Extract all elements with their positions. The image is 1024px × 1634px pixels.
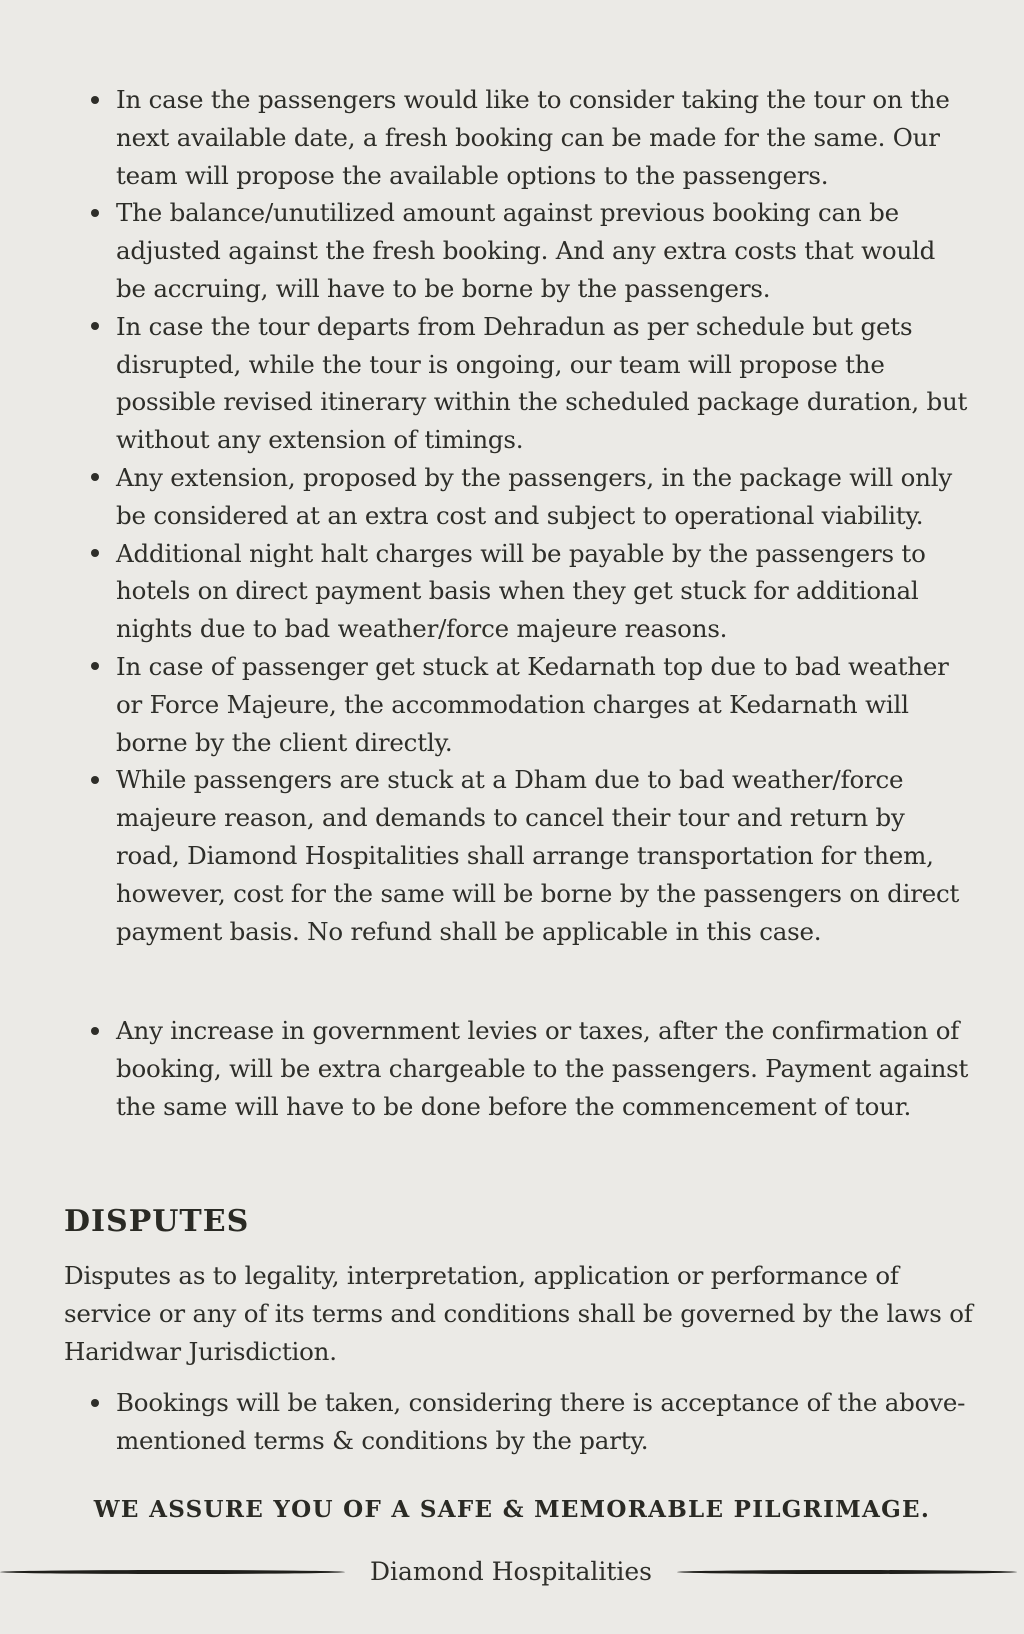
terms-item-text: Bookings will be taken, considering there is acceptance of the above-mentioned terms & conditions by the party. <box>116 1388 966 1455</box>
bullet-dot-icon <box>91 209 99 217</box>
bookings-list <box>90 1384 970 1460</box>
bullet-dot-icon <box>91 776 99 784</box>
bullet-dot-icon <box>91 662 99 670</box>
disputes-heading: DISPUTES <box>64 1204 250 1239</box>
bullet-dot-icon <box>91 1399 99 1407</box>
terms-item <box>90 81 970 194</box>
assurance-banner: WE ASSURE YOU OF A SAFE & MEMORABLE PILGRIMAGE. <box>93 1496 931 1523</box>
bullet-dot-icon <box>91 1027 99 1035</box>
terms-item-text: While passengers are stuck at a Dham due to bad weather/force majeure reason, and demands to cancel their tour and return by road, Diamond Hospitalities shall arrange transportation for them, however, cost for the same will be borne by the passengers on direct payment basis. No refund shall be applicable in this case. <box>116 765 960 946</box>
levies-list <box>90 1012 970 1125</box>
terms-item <box>90 1012 970 1125</box>
terms-item <box>90 308 970 459</box>
terms-item-text: Additional night halt charges will be payable by the passengers to hotels on direct payment basis when they get stuck for additional nights due to bad weather/force majeure reasons. <box>116 538 926 644</box>
terms-item <box>90 459 970 535</box>
bullet-dot-icon <box>91 473 99 481</box>
terms-item-text: In case the passengers would like to consider taking the tour on the next available date, a fresh booking can be made for the same. Our team will propose the available options to the passengers. <box>116 85 950 190</box>
terms-item-text: Any increase in government levies or taxes, after the confirmation of booking, will be extra chargeable to the passengers. Payment against the same will have to be done before the commencement of tour. <box>116 1016 969 1121</box>
terms-item-text: In case of passenger get stuck at Kedarnath top due to bad weather or Force Majeure, the accommodation charges at Kedarnath will borne by the client directly. <box>116 651 949 757</box>
terms-item-text: Any extension, proposed by the passengers, in the package will only be considered at an extra cost and subject to operational viability. <box>116 462 952 530</box>
terms-list <box>90 81 970 950</box>
bullet-dot-icon <box>91 549 99 557</box>
footer-divider-right <box>677 1570 1017 1574</box>
bullet-dot-icon <box>91 322 99 330</box>
terms-item <box>90 535 970 648</box>
terms-item-text: In case the tour departs from Dehradun as per schedule but gets disrupted, while the tour is ongoing, our team will propose the possible revised itinerary within the scheduled package duration, but without any extension of timings. <box>116 311 968 455</box>
terms-item <box>90 648 970 761</box>
footer <box>0 1554 1024 1590</box>
footer-divider-left <box>0 1570 345 1574</box>
disputes-paragraph: Disputes as to legality, interpretation, application or performance of service or any of its terms and conditions shall be governed by the laws of Haridwar Jurisdiction. <box>64 1261 973 1366</box>
terms-item <box>90 761 970 950</box>
brand-name: Diamond Hospitalities <box>369 1557 653 1586</box>
terms-item <box>90 194 970 307</box>
terms-item-text: The balance/unutilized amount against previous booking can be adjusted against the fresh booking. And any extra costs that would be accruing, will have to be borne by the passengers. <box>116 198 936 303</box>
terms-item <box>90 1384 970 1460</box>
bullet-dot-icon <box>91 96 99 104</box>
